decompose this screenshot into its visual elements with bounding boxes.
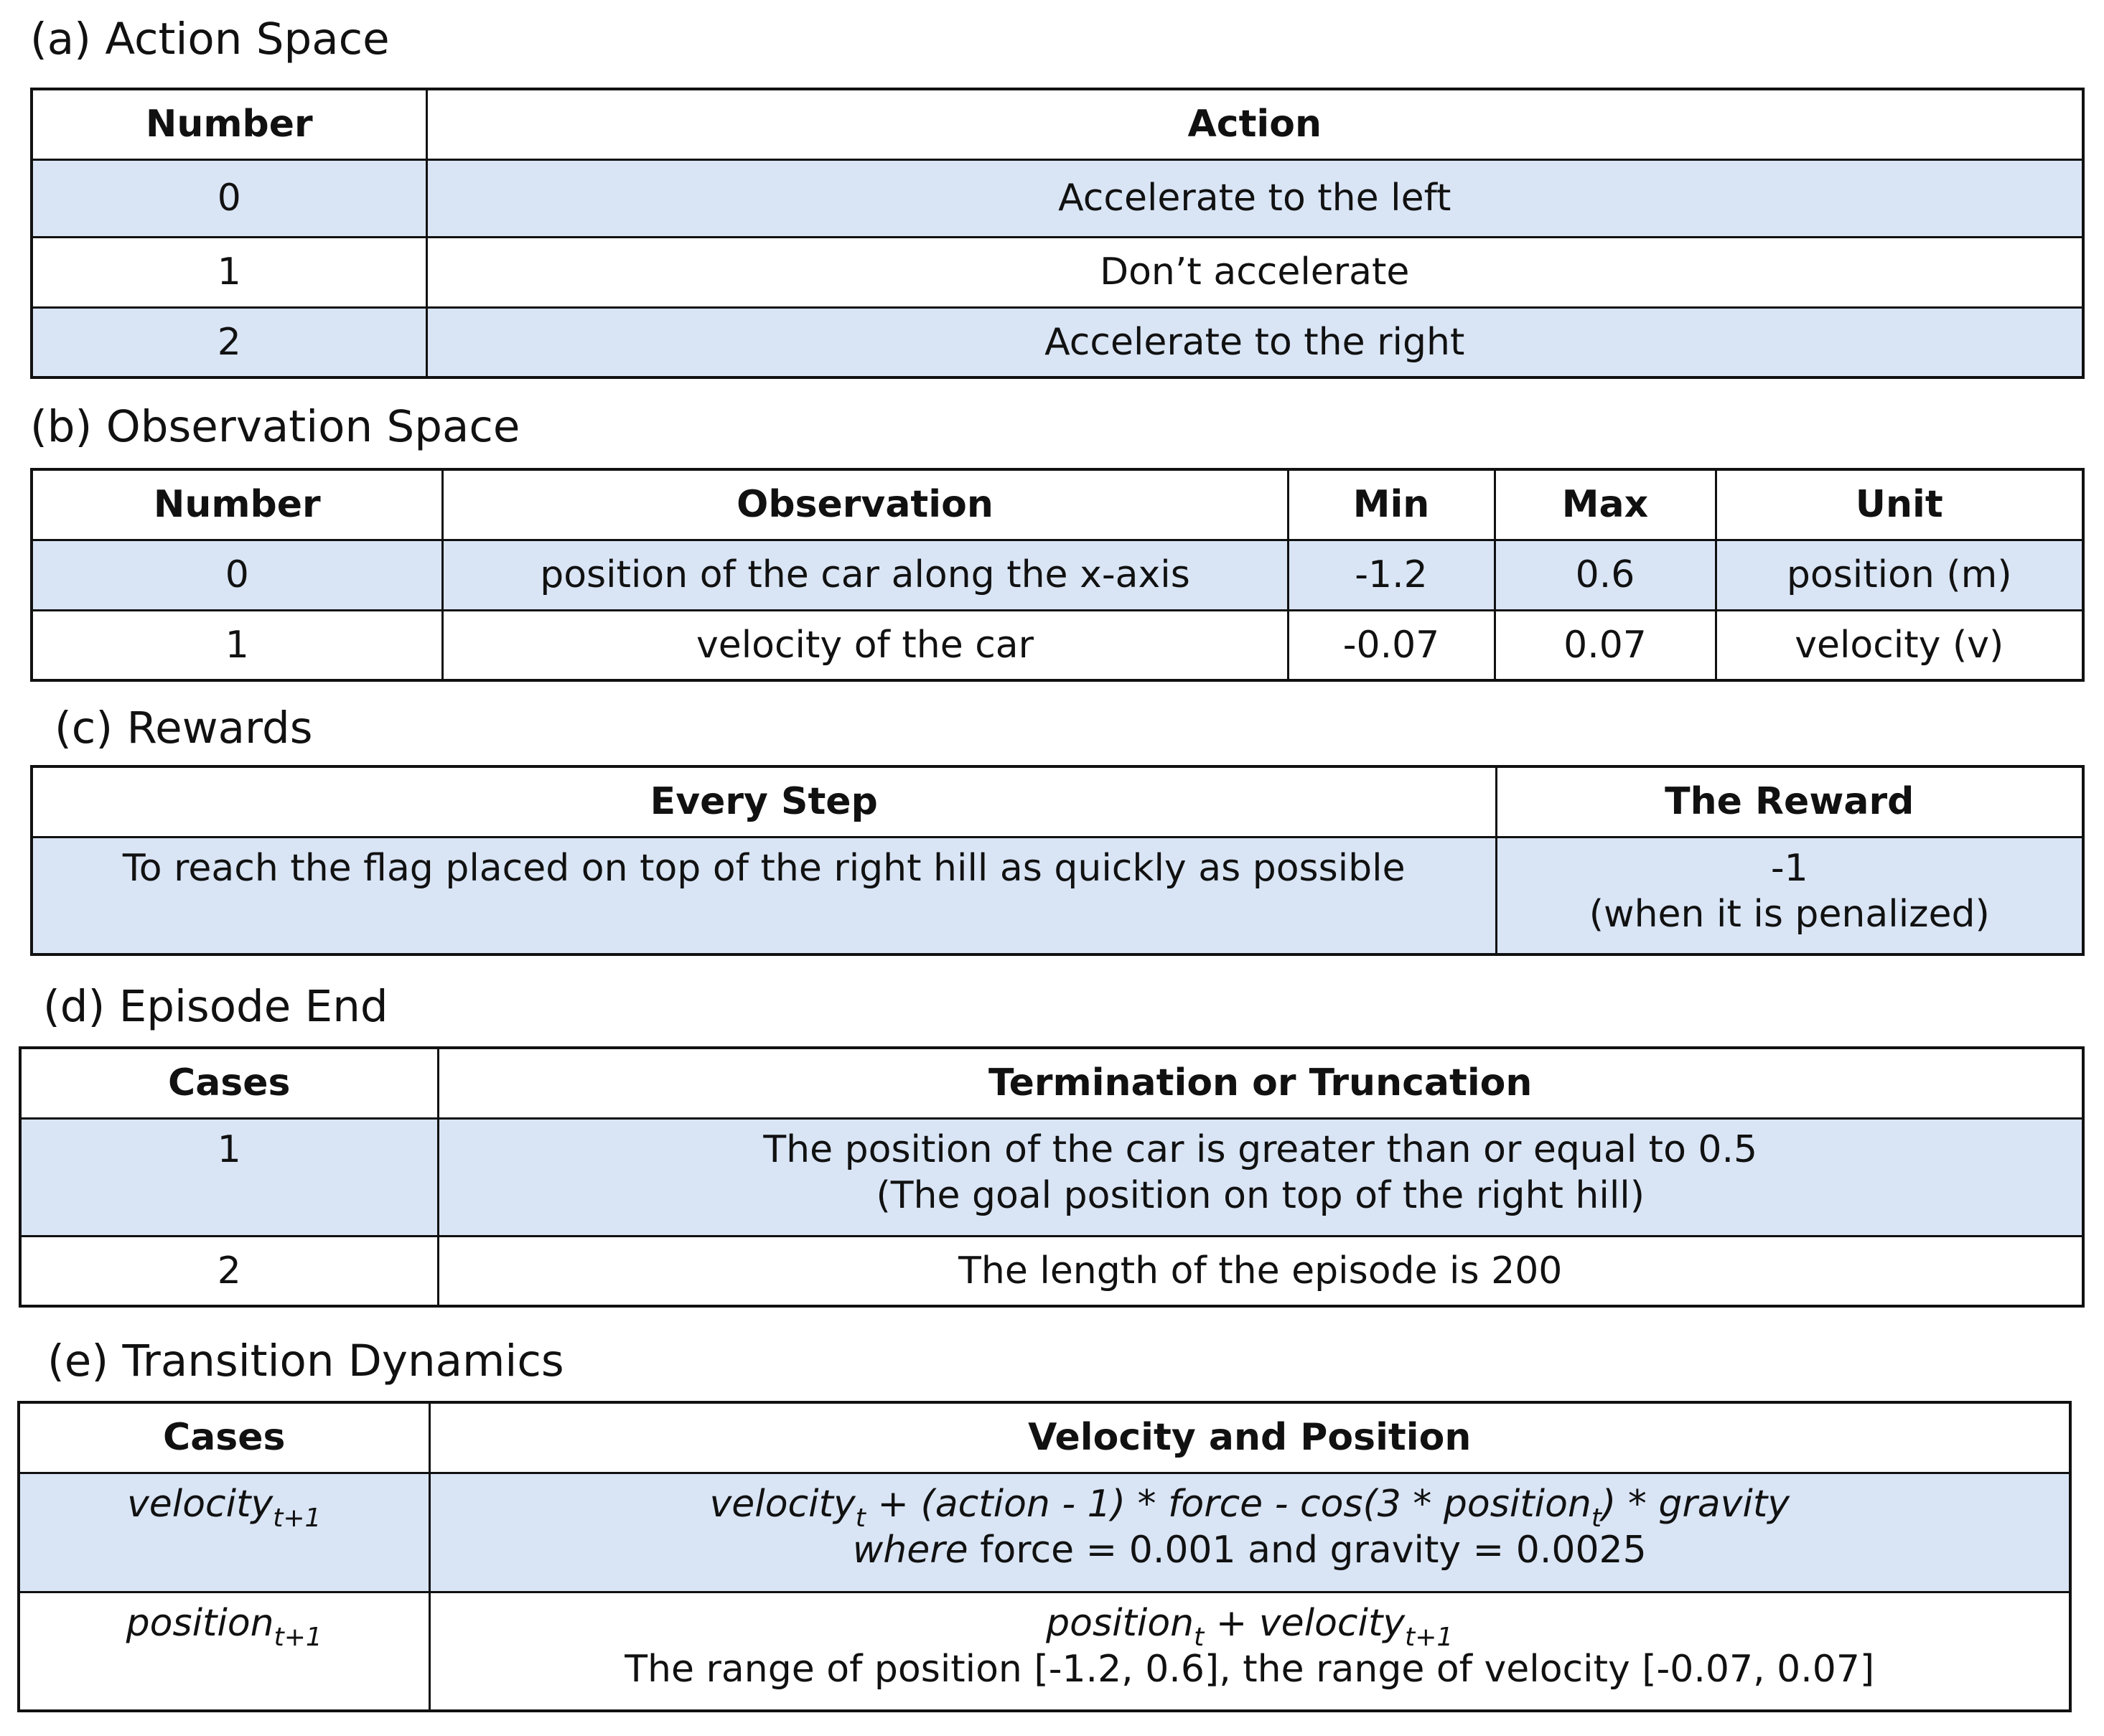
header-action: Action <box>426 89 2083 159</box>
case-velocity-sub: t+1 <box>273 1503 322 1533</box>
table-row <box>32 610 2083 680</box>
cell-number: 1 <box>32 237 426 307</box>
episode-end-title: (d) Episode End <box>43 981 388 1032</box>
eq-velocity-sub: t <box>855 1503 866 1533</box>
cell-action: Accelerate to the left <box>426 159 2083 237</box>
table-row <box>20 1236 2083 1306</box>
cell-max: 0.07 <box>1495 610 1716 680</box>
header-the-reward: The Reward <box>1496 766 2083 837</box>
cell-action: Accelerate to the right <box>426 307 2083 377</box>
cell-reward <box>1496 837 2083 954</box>
cell-case: 2 <box>20 1236 438 1306</box>
cell-number: 1 <box>32 610 442 680</box>
cell-termination <box>438 1118 2083 1236</box>
termination-line-2: (The goal position on top of the right hill) <box>876 1173 1645 1217</box>
cell-case: 1 <box>20 1118 438 1236</box>
header-max: Max <box>1495 469 1716 540</box>
transition-dynamics-title: (e) Transition Dynamics <box>47 1336 564 1387</box>
table-row <box>32 540 2083 610</box>
case-position-sub: t+1 <box>273 1622 322 1652</box>
cell-unit: velocity (v) <box>1716 610 2083 680</box>
cell-case-position <box>19 1592 429 1711</box>
eq-velocity-sub: t+1 <box>1405 1622 1454 1652</box>
where-word: where <box>852 1528 968 1572</box>
eq-position: position <box>1046 1601 1194 1645</box>
table-row <box>19 1473 2070 1592</box>
case-velocity-base: velocity <box>127 1482 273 1526</box>
header-number: Number <box>32 89 426 159</box>
action-space-title: (a) Action Space <box>30 14 390 65</box>
case-position-base: position <box>126 1601 274 1645</box>
cell-unit: position (m) <box>1716 540 2083 610</box>
header-observation: Observation <box>442 469 1288 540</box>
reward-note: (when it is penalized) <box>1589 892 1990 936</box>
cell-min: -0.07 <box>1288 610 1495 680</box>
table-row <box>20 1118 2083 1236</box>
cell-action: Don’t accelerate <box>426 237 2083 307</box>
cell-number: 0 <box>32 540 442 610</box>
cell-case-velocity <box>19 1473 429 1592</box>
action-space-table <box>30 88 2085 379</box>
cell-observation: velocity of the car <box>442 610 1288 680</box>
cell-observation: position of the car along the x-axis <box>442 540 1288 610</box>
cell-min: -1.2 <box>1288 540 1495 610</box>
eq-middle: + (action - 1) * force - cos(3 * position <box>865 1482 1591 1526</box>
cell-every-step: To reach the flag placed on top of the right hill as quickly as possible <box>32 837 1496 954</box>
table-row <box>32 837 2083 954</box>
cell-max: 0.6 <box>1495 540 1716 610</box>
table-row <box>32 159 2083 237</box>
episode-end-table <box>19 1046 2085 1308</box>
eq-position-sub: t <box>1591 1503 1602 1533</box>
position-equation <box>438 1600 2062 1652</box>
cell-velocity-equation <box>429 1473 2070 1592</box>
observation-space-title: (b) Observation Space <box>30 401 520 452</box>
velocity-params <box>438 1527 2062 1573</box>
rewards-table <box>30 765 2085 956</box>
header-cases: Cases <box>19 1402 429 1473</box>
transition-dynamics-table <box>17 1401 2072 1712</box>
cell-position-equation <box>429 1592 2070 1711</box>
header-unit: Unit <box>1716 469 2083 540</box>
cell-number: 2 <box>32 307 426 377</box>
eq-end: ) * gravity <box>1602 1482 1790 1526</box>
reward-value: -1 <box>1770 846 1808 890</box>
header-min: Min <box>1288 469 1495 540</box>
rewards-title: (c) Rewards <box>55 703 313 754</box>
table-row <box>32 307 2083 377</box>
header-velocity-position: Velocity and Position <box>429 1402 2070 1473</box>
termination-line-1: The position of the car is greater than or equal to 0.5 <box>763 1127 1758 1171</box>
eq-position-sub: t <box>1194 1622 1205 1652</box>
header-termination: Termination or Truncation <box>438 1048 2083 1118</box>
header-every-step: Every Step <box>32 766 1496 837</box>
header-number: Number <box>32 469 442 540</box>
observation-space-table <box>30 468 2085 682</box>
eq-plus-velocity: + velocity <box>1204 1601 1406 1645</box>
velocity-equation <box>438 1481 2062 1533</box>
eq-velocity: velocity <box>709 1482 856 1526</box>
table-row <box>32 237 2083 307</box>
header-cases: Cases <box>20 1048 438 1118</box>
params-text: force = 0.001 and gravity = 0.0025 <box>968 1528 1647 1572</box>
cell-number: 0 <box>32 159 426 237</box>
table-row <box>19 1592 2070 1711</box>
position-range: The range of position [-1.2, 0.6], the range of velocity [-0.07, 0.07] <box>625 1647 1875 1691</box>
cell-termination: The length of the episode is 200 <box>438 1236 2083 1306</box>
